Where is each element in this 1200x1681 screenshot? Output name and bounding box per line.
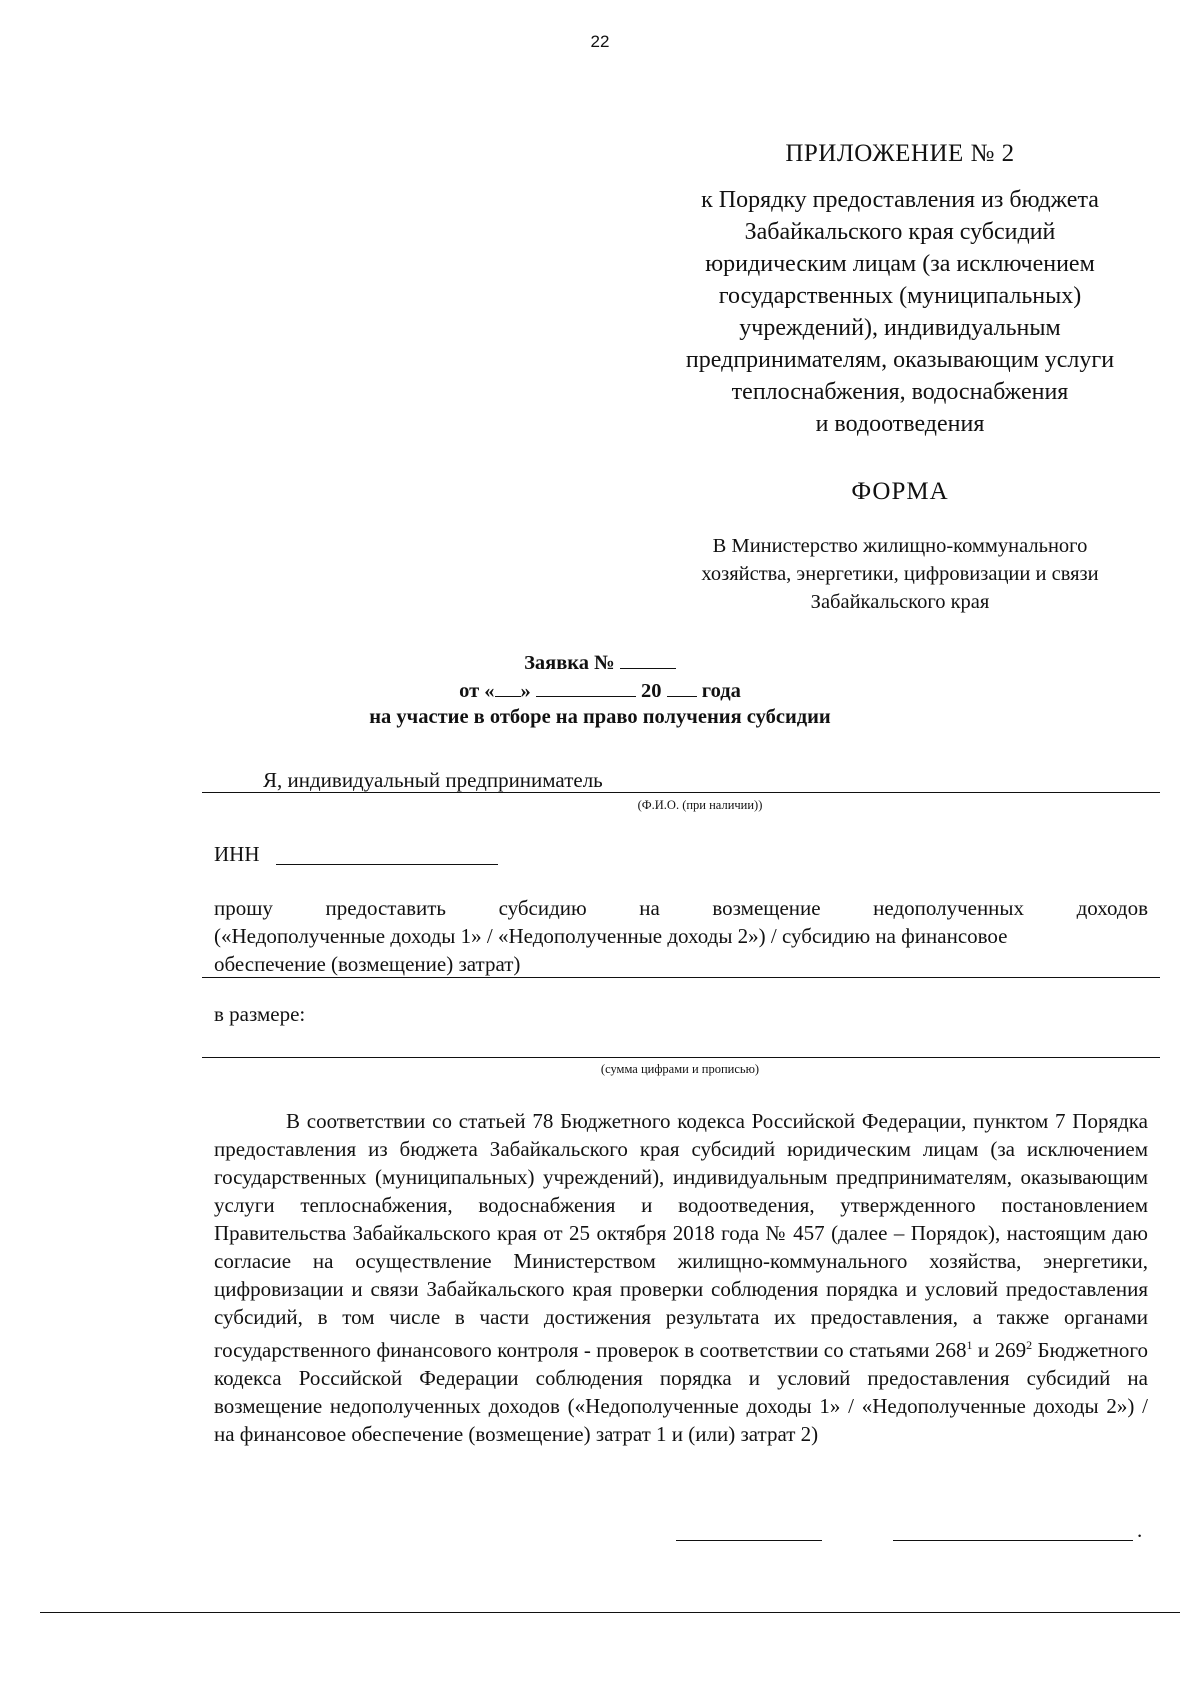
page-number: 22 (590, 32, 610, 51)
signature-dot: . (1137, 1518, 1143, 1542)
addressee-line: В Министерство жилищно-коммунального (712, 535, 1088, 557)
signature-name-field[interactable] (893, 1540, 1133, 1541)
consent-text-2: Бюджетного кодекса Российской Федерации соблюдения порядка и условий предоставления субсидий на возмещение недополученных доходов («Недополученные доходы 1» / «Недополученные доходы 2») / на финансовое обеспечение (возмещение) затрат 1 и (или) затрат 2) (214, 1338, 1148, 1446)
appendix-line: юридическим лицам (за исключением (705, 251, 1095, 277)
date-year-suffix: года (701, 680, 741, 702)
applicant-name-field[interactable] (202, 792, 1160, 793)
application-title: Заявка № (524, 652, 615, 674)
applicant-intro: Я, индивидуальный предприниматель (263, 768, 603, 792)
request-field[interactable] (202, 977, 1160, 978)
request-word: доходов (1076, 896, 1148, 920)
appendix-title: ПРИЛОЖЕНИЕ № 2 (785, 140, 1015, 167)
signature-field[interactable] (676, 1540, 822, 1541)
consent-paragraph (214, 1107, 1148, 1448)
article-269: 269 (994, 1338, 1027, 1362)
request-word: прошу (214, 896, 273, 920)
amount-field[interactable] (202, 1057, 1160, 1058)
date-day-field[interactable] (495, 678, 521, 697)
amount-label: в размере: (214, 1002, 306, 1026)
addressee-line: хозяйства, энергетики, цифровизации и связи (701, 563, 1099, 585)
appendix-line: к Порядку предоставления из бюджета (701, 187, 1099, 213)
appendix-line: и водоотведения (815, 411, 985, 437)
inn-label: ИНН (214, 842, 260, 866)
article-268: 268 (934, 1338, 967, 1362)
application-number-field[interactable] (620, 650, 676, 669)
date-month-field[interactable] (536, 678, 636, 697)
date-year-field[interactable] (667, 678, 697, 697)
date-open-quote: от « (459, 680, 495, 702)
amount-hint: (сумма цифрами и прописью) (600, 1062, 760, 1076)
consent-and: и (972, 1338, 995, 1362)
appendix-line: государственных (муниципальных) (718, 283, 1082, 309)
appendix-line: Забайкальского края субсидий (744, 219, 1056, 245)
date-close-quote: » (520, 680, 531, 702)
appendix-line: предпринимателям, оказывающим услуги (685, 347, 1115, 373)
request-word: на (639, 896, 660, 920)
addressee-block (640, 532, 1160, 616)
appendix-line: учреждений), индивидуальным (739, 315, 1061, 341)
form-label: ФОРМА (851, 478, 949, 505)
article-268-sup: 1 (966, 1338, 973, 1352)
application-date-row (0, 678, 1200, 703)
application-subtitle: на участие в отборе на право получения субсидии (369, 706, 831, 728)
inn-field[interactable] (276, 864, 498, 865)
request-line-1 (214, 896, 1148, 921)
request-line-3: обеспечение (возмещение) затрат) (214, 952, 521, 976)
addressee-line: Забайкальского края (810, 591, 990, 613)
bottom-divider (40, 1612, 1180, 1613)
request-line-2: («Недополученные доходы 1» / «Недополученные доходы 2») / субсидию на финансовое (214, 924, 1008, 948)
request-word: недополученных (873, 896, 1025, 920)
appendix-subtitle (630, 184, 1170, 440)
article-269-sup: 2 (1026, 1338, 1033, 1352)
request-word: субсидию (498, 896, 587, 920)
date-year-prefix: 20 (641, 680, 662, 702)
application-title-row (0, 650, 1200, 675)
consent-text-1: В соответствии со статьей 78 Бюджетного кодекса Российской Федерации, пунктом 7 Порядка предоставления из бюджета Забайкальского края субсидий юридическим лицам (за исключением государственных (муниципальных) учреждений), индивидуальным предпринимателям, оказывающим услуги теплоснабжения, водоснабжения и водоотведения, утвержденного постановлением Правительства Забайкальского края от 25 октября 2018 года № 457 (далее – Порядок), настоящим даю согласие на осуществление Министерством жилищно-коммунального хозяйства, энергетики, цифровизации и связи Забайкальского края проверки соблюдения порядка и условий предоставления субсидий, в том числе в части достижения результата их предоставления, а также органами государственного финансового контроля - проверок в соответствии со статьями (214, 1109, 1148, 1362)
request-word: возмещение (712, 896, 821, 920)
request-word: предоставить (325, 896, 446, 920)
appendix-line: теплоснабжения, водоснабжения (731, 379, 1069, 405)
applicant-name-hint: (Ф.И.О. (при наличии)) (637, 798, 763, 812)
